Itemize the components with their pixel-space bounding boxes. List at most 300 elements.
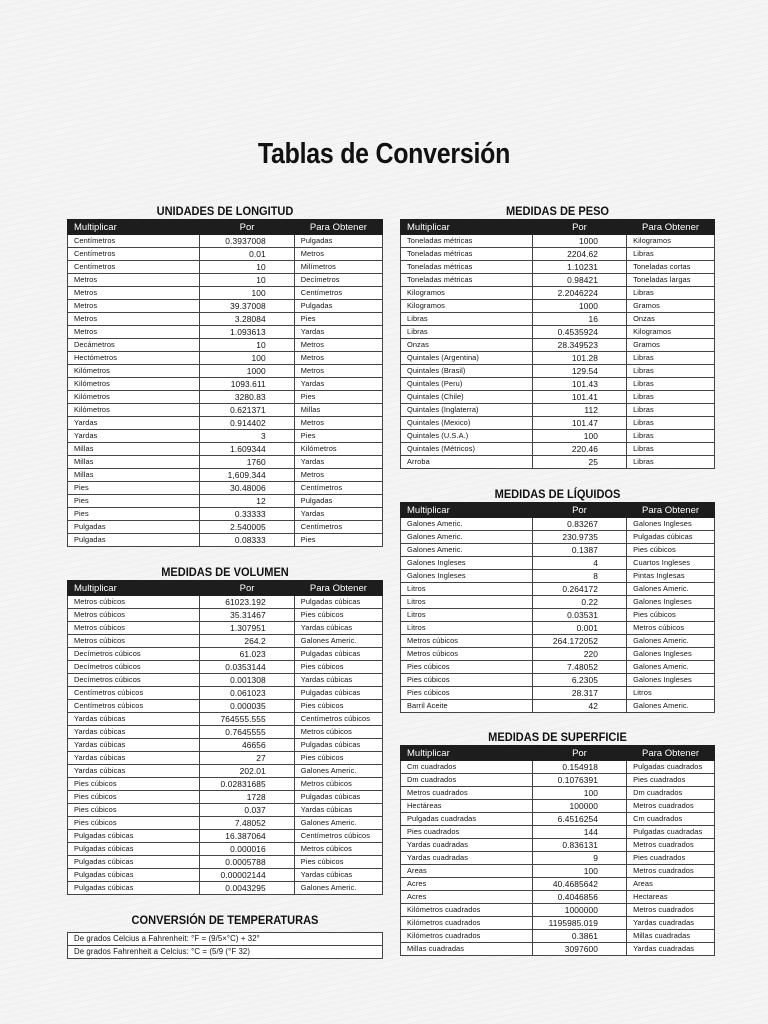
table-row [68, 248, 383, 261]
from-unit-cell: Yardas cúbicas [68, 765, 200, 778]
factor-cell: 264.172052 [532, 635, 626, 648]
factor-cell: 0.061023 [200, 687, 295, 700]
table-row [68, 326, 383, 339]
table-row [401, 917, 715, 930]
from-unit-cell: Pies cúbicos [401, 674, 533, 687]
factor-cell: 30.48006 [200, 482, 295, 495]
table-row [401, 570, 715, 583]
factor-cell: 46656 [200, 739, 295, 752]
column-header: Multiplicar [401, 503, 533, 518]
to-unit-cell: Gramos [627, 339, 715, 352]
to-unit-cell: Galones Americ. [627, 635, 715, 648]
factor-cell: 1,609.344 [200, 469, 295, 482]
factor-cell: 0.08333 [200, 534, 295, 547]
factor-cell: 0.000016 [200, 843, 295, 856]
to-unit-cell: Libras [627, 417, 715, 430]
superficie-table [400, 745, 715, 956]
temperature-formula: De grados Fahrenheit a Celcius: °C = (5/9 (°F 32) [68, 946, 383, 959]
longitud-table [67, 219, 383, 547]
from-unit-cell: Quintales (Argentina) [401, 352, 533, 365]
table-row [401, 826, 715, 839]
table-row [68, 726, 383, 739]
table-row [401, 313, 715, 326]
to-unit-cell: Metros cúbicos [294, 726, 382, 739]
factor-cell: 1195985.019 [532, 917, 626, 930]
factor-cell: 4 [532, 557, 626, 570]
to-unit-cell: Galones Ingleses [627, 518, 715, 531]
from-unit-cell: Yardas cúbicas [68, 739, 200, 752]
table-row [68, 313, 383, 326]
from-unit-cell: Pulgadas cúbicas [68, 856, 200, 869]
from-unit-cell: Litros [401, 622, 533, 635]
to-unit-cell: Pulgadas cúbicas [294, 596, 382, 609]
column-header: Por [532, 746, 626, 761]
column-header: Por [200, 220, 295, 235]
from-unit-cell: Quintales (U.S.A.) [401, 430, 533, 443]
to-unit-cell: Metros cúbicos [627, 622, 715, 635]
from-unit-cell: Pulgadas cuadradas [401, 813, 533, 826]
from-unit-cell: Areas [401, 865, 533, 878]
from-unit-cell: Arroba [401, 456, 533, 469]
column-header: Para Obtener [294, 581, 382, 596]
factor-cell: 0.0043295 [200, 882, 295, 895]
from-unit-cell: Pies cúbicos [68, 804, 200, 817]
table-row [401, 378, 715, 391]
table-row [68, 495, 383, 508]
factor-cell: 100 [532, 865, 626, 878]
factor-cell: 61.023 [200, 648, 295, 661]
from-unit-cell: Pulgadas cúbicas [68, 882, 200, 895]
from-unit-cell: Pies [68, 495, 200, 508]
table-row [68, 521, 383, 534]
to-unit-cell: Pulgadas cúbicas [294, 791, 382, 804]
from-unit-cell: Metros [68, 287, 200, 300]
to-unit-cell: Yardas cuadradas [627, 943, 715, 956]
from-unit-cell: Libras [401, 326, 533, 339]
factor-cell: 0.914402 [200, 417, 295, 430]
column-header: Para Obtener [627, 503, 715, 518]
table-row [68, 534, 383, 547]
factor-cell: 220 [532, 648, 626, 661]
factor-cell: 0.4046856 [532, 891, 626, 904]
to-unit-cell: Milímetros [294, 261, 382, 274]
from-unit-cell: Pies cúbicos [68, 817, 200, 830]
to-unit-cell: Areas [627, 878, 715, 891]
table-row [68, 648, 383, 661]
from-unit-cell: Decámetros [68, 339, 200, 352]
table-row [401, 904, 715, 917]
from-unit-cell: Metros cúbicos [68, 596, 200, 609]
to-unit-cell: Libras [627, 404, 715, 417]
table-row [401, 787, 715, 800]
table-row [68, 261, 383, 274]
from-unit-cell: Millas [68, 469, 200, 482]
to-unit-cell: Pies [294, 534, 382, 547]
factor-cell: 202.01 [200, 765, 295, 778]
table-row [401, 687, 715, 700]
table-row [68, 609, 383, 622]
to-unit-cell: Millas cuadradas [627, 930, 715, 943]
from-unit-cell: Galones Americ. [401, 531, 533, 544]
to-unit-cell: Pulgadas [294, 300, 382, 313]
from-unit-cell: Kilómetros cuadrados [401, 917, 533, 930]
from-unit-cell: Decímetros cúbicos [68, 661, 200, 674]
from-unit-cell: Galones Ingleses [401, 557, 533, 570]
from-unit-cell: Kilómetros [68, 378, 200, 391]
table-row [401, 518, 715, 531]
factor-cell: 28.317 [532, 687, 626, 700]
to-unit-cell: Pulgadas cúbicas [627, 531, 715, 544]
to-unit-cell: Libras [627, 456, 715, 469]
to-unit-cell: Libras [627, 365, 715, 378]
factor-cell: 101.47 [532, 417, 626, 430]
to-unit-cell: Metros cúbicos [294, 778, 382, 791]
volumen-table [67, 580, 383, 895]
to-unit-cell: Centímetros cúbicos [294, 830, 382, 843]
factor-cell: 12 [200, 495, 295, 508]
factor-cell: 1.307951 [200, 622, 295, 635]
to-unit-cell: Libras [627, 352, 715, 365]
factor-cell: 0.4535924 [532, 326, 626, 339]
from-unit-cell: Centímetros [68, 235, 200, 248]
from-unit-cell: Toneladas métricas [401, 235, 533, 248]
to-unit-cell: Litros [627, 687, 715, 700]
table-row [401, 274, 715, 287]
from-unit-cell: Litros [401, 583, 533, 596]
factor-cell: 100 [200, 352, 295, 365]
factor-cell: 0.03531 [532, 609, 626, 622]
from-unit-cell: Quintales (Peru) [401, 378, 533, 391]
from-unit-cell: Centímetros cúbicos [68, 687, 200, 700]
to-unit-cell: Kilogramos [627, 326, 715, 339]
from-unit-cell: Litros [401, 596, 533, 609]
factor-cell: 0.1076391 [532, 774, 626, 787]
to-unit-cell: Yardas cúbicas [294, 674, 382, 687]
factor-cell: 0.02831685 [200, 778, 295, 791]
from-unit-cell: Kilómetros cuadrados [401, 930, 533, 943]
factor-cell: 3.28084 [200, 313, 295, 326]
table-header-row [401, 220, 715, 235]
factor-cell: 2.2046224 [532, 287, 626, 300]
factor-cell: 6.4516254 [532, 813, 626, 826]
from-unit-cell: Metros cúbicos [68, 622, 200, 635]
table-row [68, 882, 383, 895]
from-unit-cell: Kilogramos [401, 300, 533, 313]
page-title: Tablas de Conversión [257, 138, 511, 170]
factor-cell: 27 [200, 752, 295, 765]
from-unit-cell: Pulgadas cúbicas [68, 869, 200, 882]
volumen-heading: MEDIDAS DE VOLUMEN [161, 565, 289, 579]
table-row [68, 352, 383, 365]
factor-cell: 39.37008 [200, 300, 295, 313]
from-unit-cell: Acres [401, 878, 533, 891]
column-header: Para Obtener [627, 220, 715, 235]
to-unit-cell: Pies [294, 391, 382, 404]
to-unit-cell: Yardas [294, 326, 382, 339]
from-unit-cell: Galones Ingleses [401, 570, 533, 583]
table-row [68, 635, 383, 648]
from-unit-cell: Quintales (Chile) [401, 391, 533, 404]
factor-cell: 129.54 [532, 365, 626, 378]
to-unit-cell: Pulgadas cúbicas [294, 739, 382, 752]
table-row [68, 235, 383, 248]
from-unit-cell: Metros cúbicos [68, 635, 200, 648]
from-unit-cell: Millas [68, 456, 200, 469]
table-row [401, 878, 715, 891]
from-unit-cell: Kilómetros [68, 404, 200, 417]
table-row [68, 622, 383, 635]
factor-cell: 1000 [532, 300, 626, 313]
factor-cell: 0.264172 [532, 583, 626, 596]
temperature-formula: De grados Celcius a Fahrenheit: °F = (9/5×°C) + 32° [68, 933, 383, 946]
table-row [401, 800, 715, 813]
to-unit-cell: Centímetros [294, 287, 382, 300]
factor-cell: 0.001308 [200, 674, 295, 687]
from-unit-cell: Hectáreas [401, 800, 533, 813]
to-unit-cell: Hectareas [627, 891, 715, 904]
to-unit-cell: Pies cúbicos [294, 661, 382, 674]
from-unit-cell: Metros cúbicos [401, 635, 533, 648]
factor-cell: 230.9735 [532, 531, 626, 544]
factor-cell: 16 [532, 313, 626, 326]
to-unit-cell: Metros cuadrados [627, 904, 715, 917]
from-unit-cell: Pulgadas cúbicas [68, 843, 200, 856]
to-unit-cell: Metros [294, 417, 382, 430]
to-unit-cell: Pies cúbicos [294, 752, 382, 765]
to-unit-cell: Libras [627, 430, 715, 443]
table-row [68, 739, 383, 752]
table-header-row [68, 581, 383, 596]
to-unit-cell: Metros cuadrados [627, 839, 715, 852]
liquidos-section [400, 486, 715, 713]
to-unit-cell: Pies cúbicos [627, 544, 715, 557]
factor-cell: 0.0353144 [200, 661, 295, 674]
to-unit-cell: Pintas Inglesas [627, 570, 715, 583]
from-unit-cell: Galones Americ. [401, 544, 533, 557]
table-row [401, 635, 715, 648]
to-unit-cell: Pies [294, 430, 382, 443]
from-unit-cell: Toneladas métricas [401, 274, 533, 287]
to-unit-cell: Metros [294, 469, 382, 482]
to-unit-cell: Dm cuadrados [627, 787, 715, 800]
from-unit-cell: Onzas [401, 339, 533, 352]
table-row [401, 674, 715, 687]
from-unit-cell: Millas cuadradas [401, 943, 533, 956]
factor-cell: 101.28 [532, 352, 626, 365]
factor-cell: 40.4685642 [532, 878, 626, 891]
factor-cell: 0.001 [532, 622, 626, 635]
factor-cell: 100 [532, 787, 626, 800]
factor-cell: 1.093613 [200, 326, 295, 339]
from-unit-cell: Centímetros cúbicos [68, 700, 200, 713]
from-unit-cell: Pies [68, 508, 200, 521]
factor-cell: 3 [200, 430, 295, 443]
from-unit-cell: Pies cuadrados [401, 826, 533, 839]
to-unit-cell: Yardas cuadradas [627, 917, 715, 930]
table-row [68, 687, 383, 700]
to-unit-cell: Metros cuadrados [627, 800, 715, 813]
table-row [68, 713, 383, 726]
column-header: Para Obtener [294, 220, 382, 235]
factor-cell: 3280.83 [200, 391, 295, 404]
superficie-section [400, 729, 715, 956]
factor-cell: 2204.62 [532, 248, 626, 261]
factor-cell: 264.2 [200, 635, 295, 648]
factor-cell: 6.2305 [532, 674, 626, 687]
factor-cell: 3097600 [532, 943, 626, 956]
table-row [68, 378, 383, 391]
from-unit-cell: Hectómetros [68, 352, 200, 365]
from-unit-cell: Quintales (Métricos) [401, 443, 533, 456]
factor-cell: 100 [200, 287, 295, 300]
to-unit-cell: Pies [294, 313, 382, 326]
table-row [68, 804, 383, 817]
factor-cell: 101.43 [532, 378, 626, 391]
to-unit-cell: Galones Ingleses [627, 596, 715, 609]
factor-cell: 1000 [200, 365, 295, 378]
from-unit-cell: Barril Aceite [401, 700, 533, 713]
from-unit-cell: Cm cuadrados [401, 761, 533, 774]
from-unit-cell: Metros [68, 326, 200, 339]
to-unit-cell: Pies cúbicos [294, 856, 382, 869]
from-unit-cell: Centímetros [68, 261, 200, 274]
factor-cell: 16.387064 [200, 830, 295, 843]
factor-cell: 764555.555 [200, 713, 295, 726]
table-row [68, 596, 383, 609]
factor-cell: 0.621371 [200, 404, 295, 417]
table-row [401, 774, 715, 787]
from-unit-cell: Pulgadas [68, 534, 200, 547]
table-row [68, 830, 383, 843]
factor-cell: 0.3861 [532, 930, 626, 943]
table-row [401, 352, 715, 365]
factor-cell: 10 [200, 339, 295, 352]
to-unit-cell: Galones Americ. [627, 661, 715, 674]
column-header: Por [200, 581, 295, 596]
to-unit-cell: Pulgadas cúbicas [294, 648, 382, 661]
from-unit-cell: Yardas cuadradas [401, 839, 533, 852]
factor-cell: 35.31467 [200, 609, 295, 622]
table-row [68, 300, 383, 313]
temperaturas-section [67, 912, 383, 959]
from-unit-cell: Yardas cúbicas [68, 713, 200, 726]
from-unit-cell: Yardas cúbicas [68, 752, 200, 765]
to-unit-cell: Centímetros [294, 482, 382, 495]
factor-cell: 1728 [200, 791, 295, 804]
factor-cell: 100000 [532, 800, 626, 813]
table-row [68, 417, 383, 430]
to-unit-cell: Pies cuadrados [627, 774, 715, 787]
to-unit-cell: Toneladas cortas [627, 261, 715, 274]
from-unit-cell: Pies cúbicos [401, 661, 533, 674]
factor-cell: 28.349523 [532, 339, 626, 352]
table-row [401, 404, 715, 417]
table-row [68, 856, 383, 869]
from-unit-cell: Quintales (Mexico) [401, 417, 533, 430]
from-unit-cell: Metros [68, 274, 200, 287]
table-row [401, 339, 715, 352]
peso-heading: MEDIDAS DE PESO [505, 204, 610, 218]
table-row [401, 261, 715, 274]
table-row [68, 778, 383, 791]
to-unit-cell: Pulgadas cuadrados [627, 761, 715, 774]
to-unit-cell: Metros [294, 365, 382, 378]
table-row [68, 404, 383, 417]
volumen-section [67, 564, 383, 895]
from-unit-cell: Millas [68, 443, 200, 456]
table-row [68, 752, 383, 765]
factor-cell: 100 [532, 430, 626, 443]
table-row [68, 443, 383, 456]
table-row [401, 761, 715, 774]
factor-cell: 0.98421 [532, 274, 626, 287]
factor-cell: 0.7645555 [200, 726, 295, 739]
table-row [68, 933, 383, 946]
table-row [401, 930, 715, 943]
from-unit-cell: Dm cuadrados [401, 774, 533, 787]
column-header: Multiplicar [68, 581, 200, 596]
table-row [401, 943, 715, 956]
to-unit-cell: Pies cúbicos [627, 609, 715, 622]
from-unit-cell: Metros cúbicos [68, 609, 200, 622]
factor-cell: 10 [200, 274, 295, 287]
from-unit-cell: Acres [401, 891, 533, 904]
factor-cell: 9 [532, 852, 626, 865]
to-unit-cell: Metros [294, 352, 382, 365]
table-row [401, 235, 715, 248]
column-header: Para Obtener [627, 746, 715, 761]
to-unit-cell: Kilogramos [627, 235, 715, 248]
factor-cell: 42 [532, 700, 626, 713]
from-unit-cell: Pies cúbicos [68, 778, 200, 791]
table-row [401, 365, 715, 378]
from-unit-cell: Litros [401, 609, 533, 622]
factor-cell: 0.01 [200, 248, 295, 261]
column-header: Multiplicar [68, 220, 200, 235]
to-unit-cell: Galones Americ. [294, 817, 382, 830]
to-unit-cell: Cuartos Ingleses [627, 557, 715, 570]
from-unit-cell: Metros [68, 300, 200, 313]
to-unit-cell: Pies cuadrados [627, 852, 715, 865]
temperaturas-table [67, 932, 383, 959]
to-unit-cell: Gramos [627, 300, 715, 313]
to-unit-cell: Libras [627, 287, 715, 300]
table-row [401, 813, 715, 826]
temperaturas-heading: CONVERSIÓN DE TEMPERATURAS [131, 913, 319, 927]
from-unit-cell: Quintales (Inglaterra) [401, 404, 533, 417]
liquidos-heading: MEDIDAS DE LÍQUIDOS [494, 487, 621, 501]
factor-cell: 0.00002144 [200, 869, 295, 882]
column-header: Por [532, 220, 626, 235]
table-row [68, 946, 383, 959]
table-row [68, 817, 383, 830]
table-row [68, 791, 383, 804]
to-unit-cell: Metros [294, 339, 382, 352]
column-header: Multiplicar [401, 746, 533, 761]
to-unit-cell: Yardas cúbicas [294, 804, 382, 817]
peso-section [400, 203, 715, 469]
from-unit-cell: Decímetros cúbicos [68, 674, 200, 687]
table-row [68, 287, 383, 300]
table-row [401, 300, 715, 313]
to-unit-cell: Pies cúbicos [294, 700, 382, 713]
from-unit-cell: Toneladas métricas [401, 248, 533, 261]
to-unit-cell: Libras [627, 378, 715, 391]
table-row [401, 430, 715, 443]
to-unit-cell: Toneladas largas [627, 274, 715, 287]
to-unit-cell: Pulgadas [294, 495, 382, 508]
table-row [68, 339, 383, 352]
